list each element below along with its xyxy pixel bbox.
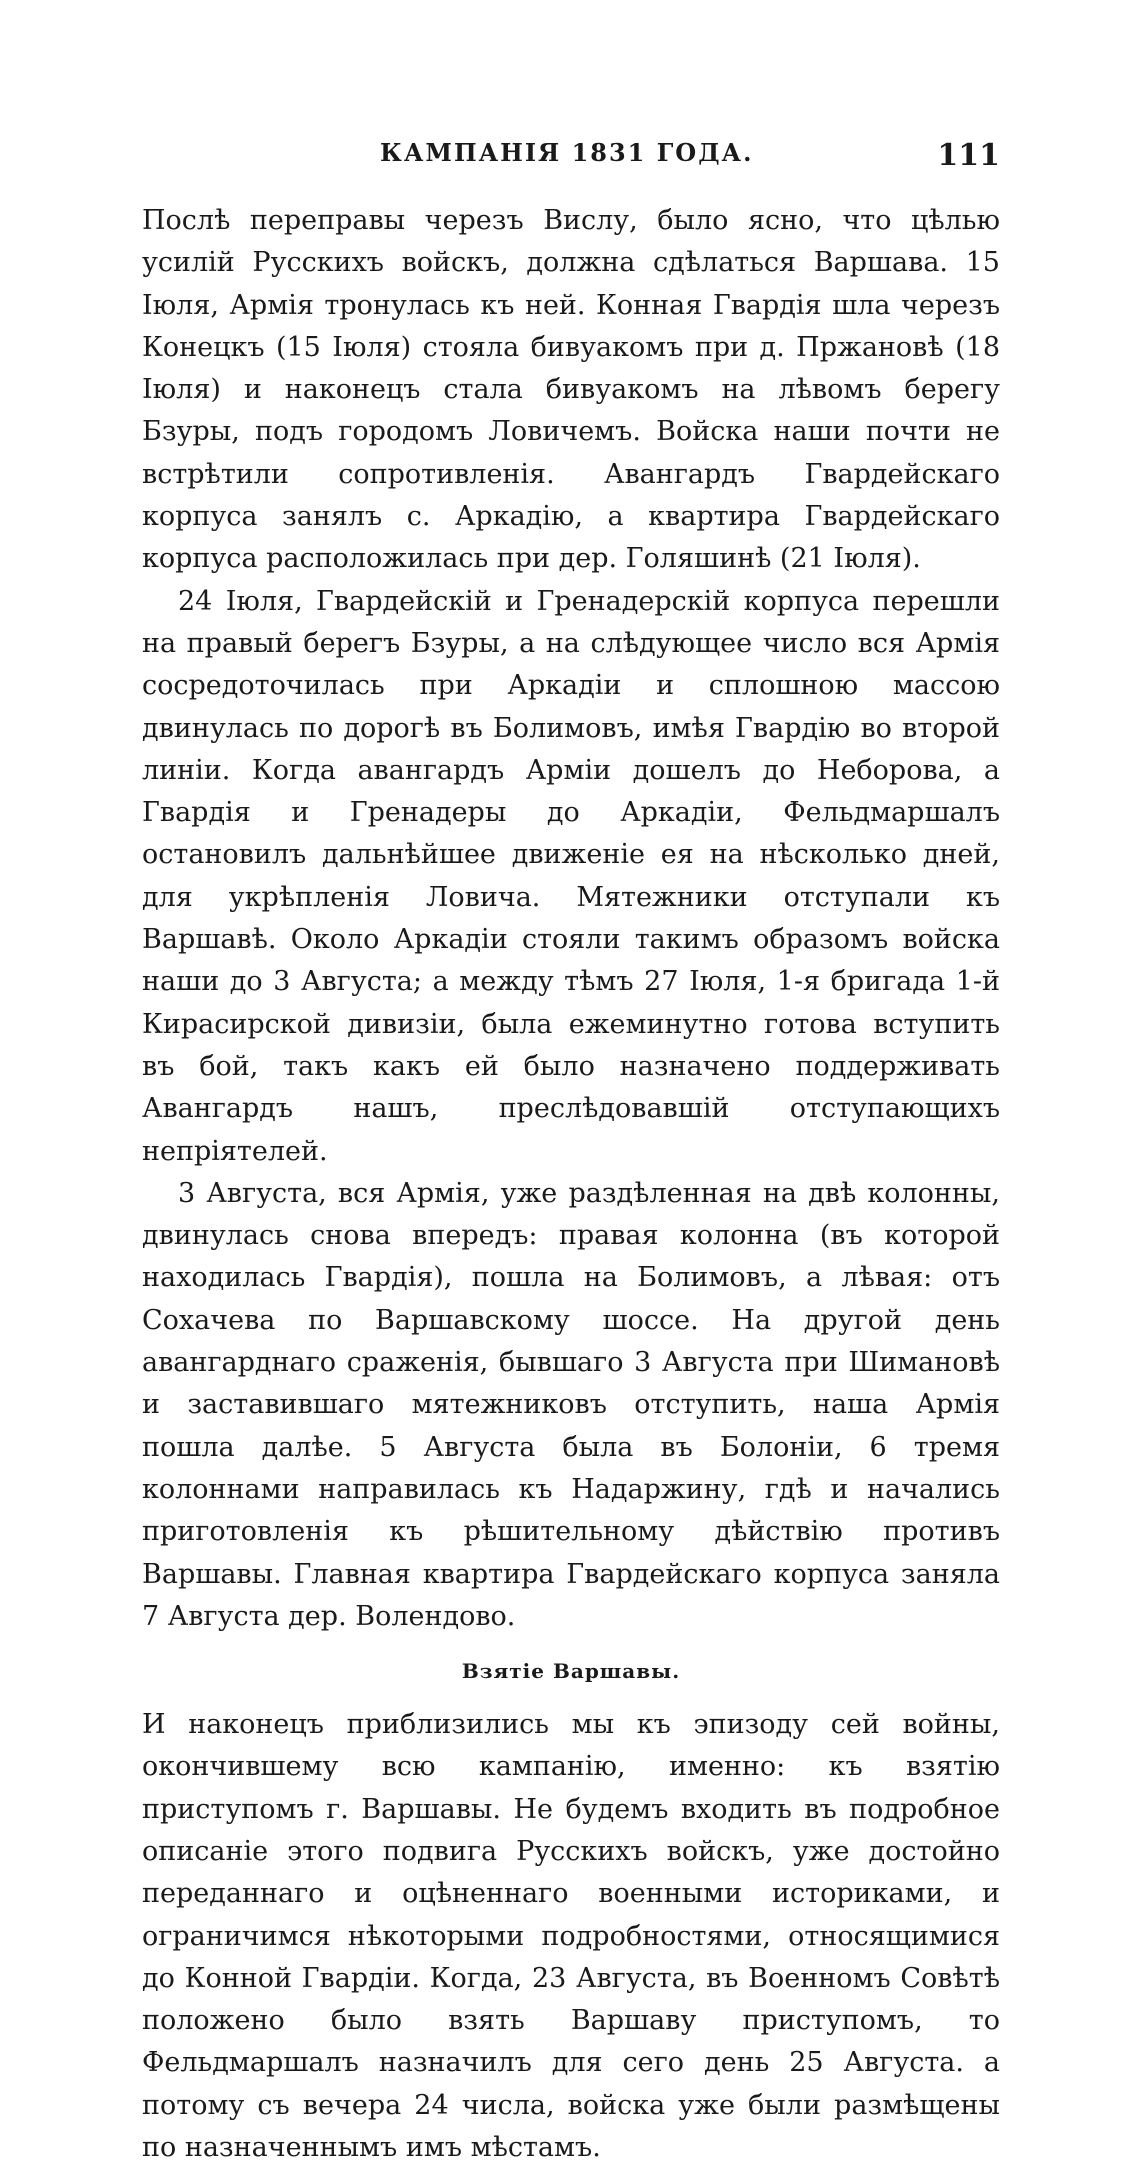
running-head bbox=[150, 138, 1000, 178]
section-heading: Взятіе Варшавы. bbox=[461, 1659, 681, 1684]
paragraph-2: 24 Іюля, Гвардейскій и Гренадерскій корпуса перешли на правый берегъ Бзуры, а на слѣдующее число вся Армія сосредоточилась при Аркадіи и сплошною массою двинулась по дорогѣ въ Болимовъ, имѣя Гвардію во второй линіи. Когда авангардъ Арміи дошелъ до Неборова, а Гвардія и Гренадеры до Аркадіи, Фельдмаршалъ остановилъ дальнѣйшее движеніе ея на нѣсколько дней, для укрѣпленія Ловича. Мятежники отступали къ Варшавѣ. Около Аркадіи стояли такимъ образомъ войска наши до 3 Августа; а между тѣмъ 27 Іюля, 1-я бригада 1-й Кирасирской дивизіи, была ежеминутно готова вступить въ бой, такъ какъ ей было назначено поддерживать Авангардъ нашъ, преслѣдовавшій отступающихъ непріятелей. bbox=[142, 585, 1000, 1167]
section-paragraph: И наконецъ приблизились мы къ эпизоду сей войны, окончившему всю кампанію, именно: къ взятію приступомъ г. Варшавы. Не будемъ входить въ подробное описаніе этого подвига Русскихъ войскъ, уже достойно переданнаго и оцѣненнаго военными историками, и ограничимся нѣкоторыми подробностями, относящимися до Конной Гвардіи. Когда, 23 Августа, въ Военномъ Совѣтѣ положено было взять Варшаву приступомъ, то Фельдмаршалъ назначилъ для сего день 25 Августа. а потому съ вечера 24 числа, войска уже были размѣщены по назначеннымъ имъ мѣстамъ. bbox=[142, 1709, 1000, 2164]
paragraph-3: 3 Августа, вся Армія, уже раздѣленная на двѣ колонны, двинулась снова впередъ: правая колонна (въ которой находилась Гвардія), пошла на Болимовъ, а лѣвая: отъ Сохачева по Варшавскому шоссе. На другой день авангарднаго сраженія, бывшаго 3 Августа при Шимановѣ и заставившаго мятежниковъ отступить, наша Армія пошла далѣе. 5 Августа была въ Болоніи, 6 тремя колоннами направилась къ Надаржину, гдѣ и начались приготовленія къ рѣшительному дѣйствію противъ Варшавы. Главная квартира Гвардейскаго корпуса заняла 7 Августа дер. Волендово. bbox=[142, 1177, 1000, 1632]
body-text bbox=[142, 200, 1000, 2169]
page-number: 111 bbox=[937, 138, 1000, 173]
paragraph-1: Послѣ переправы черезъ Вислу, было ясно, что цѣлью усилій Русскихъ войскъ, должна сдѣлаться Варшава. 15 Іюля, Армія тронулась къ ней. Конная Гвардія шла черезъ Конецкъ (15 Іюля) стояла бивуакомъ при д. Пржановѣ (18 Іюля) и наконецъ стала бивуакомъ на лѣвомъ берегу Бзуры, подъ городомъ Ловичемъ. Войска наши почти не встрѣтили сопротивленія. Авангардъ Гвардейскаго корпуса занялъ с. Аркадію, а квартира Гвардейскаго корпуса расположилась при дер. Голяшинѣ (21 Іюля). bbox=[142, 205, 1000, 575]
running-title: КАМПАНІЯ 1831 ГОДА. bbox=[380, 138, 754, 167]
